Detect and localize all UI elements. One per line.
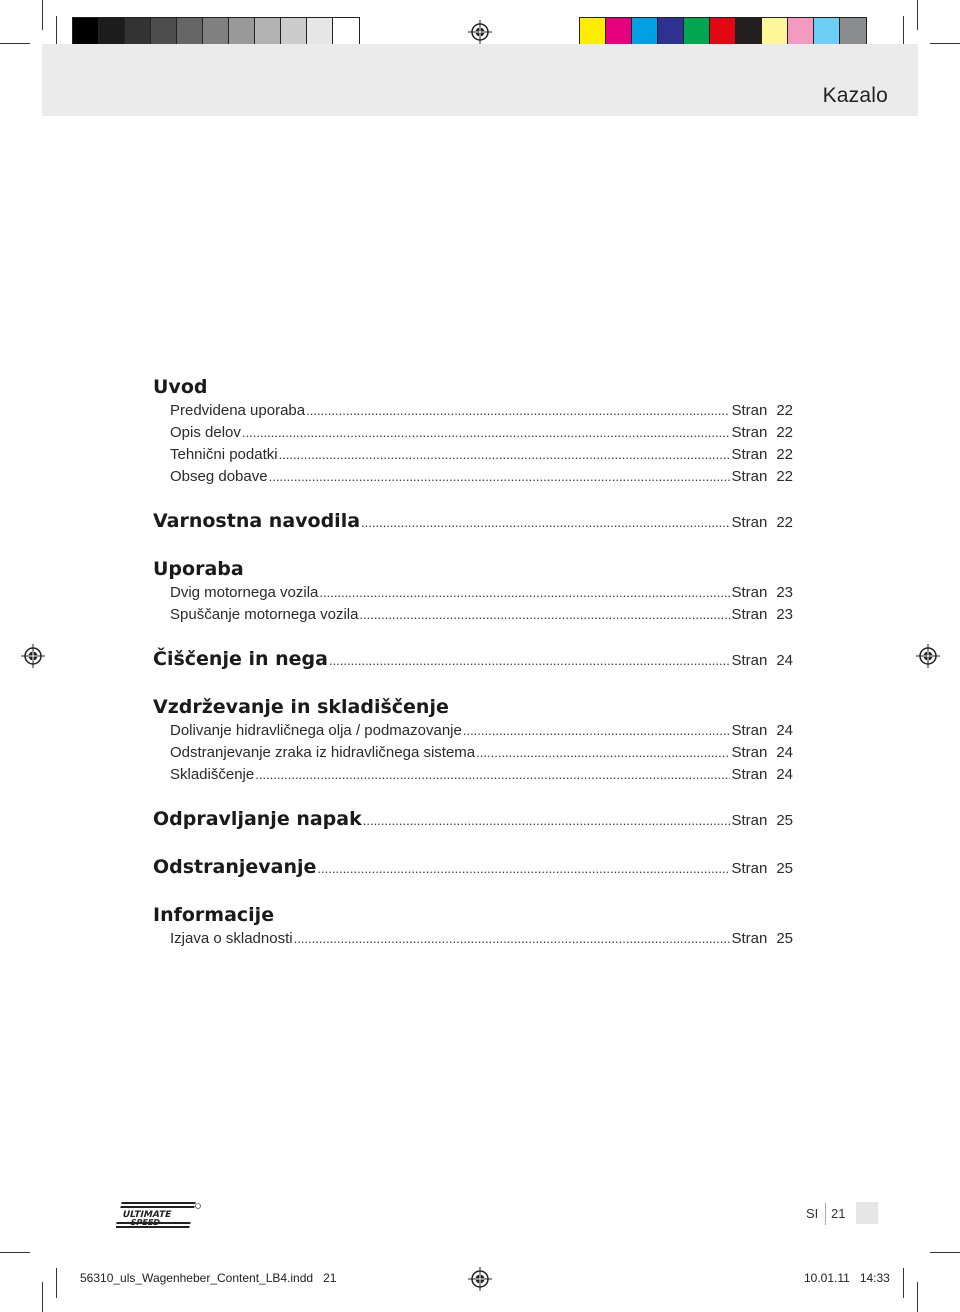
dot-leader <box>363 808 731 834</box>
crop-mark <box>930 43 960 44</box>
toc-page-ref <box>731 808 793 834</box>
toc-item <box>153 466 793 488</box>
color-swatch <box>125 18 151 46</box>
dot-leader <box>279 444 731 466</box>
dot-leader <box>306 400 730 422</box>
toc-page-number: 23 <box>776 606 793 623</box>
toc-stran-label: Stran <box>731 468 768 485</box>
toc-page-number: 22 <box>776 446 793 463</box>
toc-page-number: 22 <box>776 468 793 485</box>
toc-page-number: 22 <box>776 402 793 419</box>
print-slug-date: 10.01.11 14:33 <box>804 1271 890 1285</box>
toc-page-number: 22 <box>776 424 793 441</box>
toc-page-ref <box>731 466 793 488</box>
color-swatch <box>307 18 333 46</box>
dot-leader <box>269 466 731 488</box>
process-color-bar <box>579 17 867 47</box>
dot-leader <box>255 764 730 786</box>
color-swatch <box>606 18 632 46</box>
crop-mark <box>42 1282 43 1312</box>
crop-mark <box>930 1252 960 1253</box>
dot-leader <box>361 510 730 536</box>
table-of-contents <box>153 374 793 970</box>
color-swatch <box>281 18 307 46</box>
toc-page-number: 25 <box>776 930 793 947</box>
toc-item-label: Izjava o skladnosti <box>170 930 293 947</box>
toc-item <box>153 720 793 742</box>
toc-section-title: Uvod <box>153 376 208 398</box>
crop-mark <box>917 0 918 30</box>
toc-stran-label: Stran <box>731 652 768 669</box>
toc-item <box>153 582 793 604</box>
registration-mark-icon <box>21 644 45 668</box>
crop-mark <box>903 1268 904 1298</box>
dot-leader <box>242 422 731 444</box>
color-swatch <box>203 18 229 46</box>
toc-page-number: 23 <box>776 584 793 601</box>
toc-page-ref <box>731 400 793 422</box>
toc-section-title: Uporaba <box>153 558 244 580</box>
toc-section <box>153 556 793 626</box>
color-swatch <box>229 18 255 46</box>
toc-stran-label: Stran <box>731 584 768 601</box>
toc-page-ref <box>731 648 793 674</box>
toc-item-label: Skladiščenje <box>170 766 255 783</box>
toc-stran-label: Stran <box>731 446 768 463</box>
toc-page-number: 25 <box>776 860 793 877</box>
toc-page-ref <box>731 720 793 742</box>
toc-stran-label: Stran <box>731 722 768 739</box>
toc-stran-label: Stran <box>731 424 768 441</box>
toc-item <box>153 928 793 950</box>
color-swatch <box>658 18 684 46</box>
toc-page-ref <box>731 582 793 604</box>
color-swatch <box>710 18 736 46</box>
toc-page-number: 22 <box>776 514 793 531</box>
toc-item-label: Odstranjevanje zraka iz hidravličnega sistema <box>170 744 476 761</box>
color-swatch <box>333 18 359 46</box>
toc-item-label: Opis delov <box>170 424 241 441</box>
toc-page-ref <box>731 856 793 882</box>
toc-item <box>153 604 793 626</box>
toc-section-title: Odpravljanje napak <box>153 808 362 830</box>
toc-page-ref <box>731 928 793 950</box>
color-swatch <box>177 18 203 46</box>
toc-section <box>153 806 793 834</box>
color-swatch <box>580 18 606 46</box>
toc-stran-label: Stran <box>731 812 768 829</box>
toc-page-ref <box>731 510 793 536</box>
color-swatch <box>762 18 788 46</box>
toc-item <box>153 764 793 786</box>
toc-item-label: Obseg dobave <box>170 468 268 485</box>
toc-page-ref <box>731 444 793 466</box>
footer-language: SI <box>806 1206 819 1221</box>
toc-page-ref <box>731 422 793 444</box>
grey-color-bar <box>72 17 360 47</box>
dot-leader <box>329 648 731 674</box>
dot-leader <box>463 720 731 742</box>
color-swatch <box>255 18 281 46</box>
toc-stran-label: Stran <box>731 744 768 761</box>
color-swatch <box>73 18 99 46</box>
crop-mark <box>0 1252 30 1253</box>
registration-mark-icon <box>468 1267 492 1291</box>
svg-text:ULTIMATE: ULTIMATE <box>121 1210 173 1220</box>
toc-item-label: Dolivanje hidravličnega olja / podmazovanje <box>170 722 462 739</box>
color-swatch <box>736 18 762 46</box>
crop-mark <box>56 1268 57 1298</box>
dot-leader <box>319 582 730 604</box>
toc-section <box>153 646 793 674</box>
toc-page-ref <box>731 742 793 764</box>
toc-page-number: 24 <box>776 722 793 739</box>
toc-item-label: Predvidena uporaba <box>170 402 306 419</box>
toc-stran-label: Stran <box>731 930 768 947</box>
toc-page-number: 25 <box>776 812 793 829</box>
toc-page-ref <box>731 604 793 626</box>
color-swatch <box>814 18 840 46</box>
dot-leader <box>476 742 730 764</box>
dot-leader <box>294 928 731 950</box>
toc-section <box>153 694 793 786</box>
color-swatch <box>99 18 125 46</box>
registration-mark-icon <box>916 644 940 668</box>
toc-page-number: 24 <box>776 744 793 761</box>
color-swatch <box>788 18 814 46</box>
toc-stran-label: Stran <box>731 860 768 877</box>
toc-section-row <box>153 508 793 536</box>
dot-leader <box>359 604 730 626</box>
toc-item-label: Spuščanje motornega vozila <box>170 606 359 623</box>
toc-section <box>153 374 793 488</box>
registration-mark-icon <box>468 20 492 44</box>
toc-page-number: 24 <box>776 652 793 669</box>
page-title: Kazalo <box>822 84 888 107</box>
toc-stran-label: Stran <box>731 402 768 419</box>
toc-section-row <box>153 854 793 882</box>
color-swatch <box>632 18 658 46</box>
footer-page-number: 21 <box>831 1206 846 1221</box>
toc-section-row <box>153 646 793 674</box>
crop-mark <box>903 16 904 46</box>
footer-tab <box>856 1202 878 1224</box>
toc-stran-label: Stran <box>731 514 768 531</box>
crop-mark <box>56 16 57 46</box>
toc-item <box>153 742 793 764</box>
toc-section-title: Varnostna navodila <box>153 510 361 532</box>
toc-section-title: Čiščenje in nega <box>153 648 328 670</box>
toc-item <box>153 444 793 466</box>
toc-section-title: Odstranjevanje <box>153 856 317 878</box>
toc-stran-label: Stran <box>731 766 768 783</box>
toc-item <box>153 400 793 422</box>
color-swatch <box>151 18 177 46</box>
svg-text:SPEED: SPEED <box>129 1217 162 1227</box>
toc-item <box>153 422 793 444</box>
toc-section-title: Informacije <box>153 904 275 926</box>
crop-mark <box>42 0 43 30</box>
toc-section <box>153 854 793 882</box>
toc-section <box>153 508 793 536</box>
color-swatch <box>684 18 710 46</box>
toc-section-title: Vzdrževanje in skladiščenje <box>153 696 449 718</box>
footer-divider <box>825 1203 826 1225</box>
toc-section-row <box>153 806 793 834</box>
toc-item-label: Tehnični podatki <box>170 446 278 463</box>
print-slug-file: 56310_uls_Wagenheber_Content_LB4.indd 21 <box>80 1271 337 1285</box>
crop-mark <box>0 43 30 44</box>
toc-page-ref <box>731 764 793 786</box>
toc-page-number: 24 <box>776 766 793 783</box>
toc-section <box>153 902 793 950</box>
toc-stran-label: Stran <box>731 606 768 623</box>
toc-item-label: Dvig motornega vozila <box>170 584 319 601</box>
crop-mark <box>917 1282 918 1312</box>
color-swatch <box>840 18 866 46</box>
dot-leader <box>317 856 730 882</box>
header-band <box>42 44 918 116</box>
ultimate-speed-logo <box>116 1201 202 1229</box>
